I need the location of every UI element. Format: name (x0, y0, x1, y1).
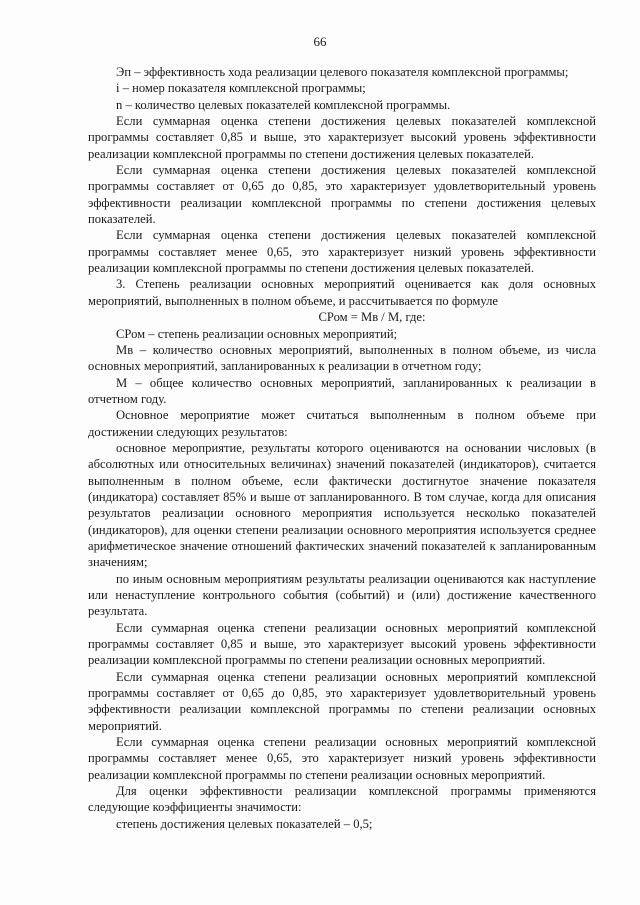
paragraph-numeric-results: основное мероприятие, результаты которого оцениваются на основании числовых (в абсолютных или относительных величинах) значений показателей (индикаторов), считается выполненным в полном объеме, если фактически достигнутое значение показателя (индикатора) составляет 85% и выше от запланированного. В том случае, когда для описания результатов реализации основного мероприятия используется несколько показателей (индикаторов), для оценки степени реализации основного мероприятия используется среднее арифметическое значение отношений фактических значений показателей к запланированным значениям; (88, 440, 596, 570)
paragraph-definition-m: М – общее количество основных мероприятий, запланированных к реализации в отчетном году. (88, 375, 596, 406)
paragraph-significance-coefficients: Для оценки эффективности реализации комплексной программы применяются следующие коэффициенты значимости: (88, 784, 596, 815)
paragraph-measures-degree: 3. Степень реализации основных мероприятий оценивается как доля основных мероприятий, выполненных в полном объеме, и рассчитывается по формуле (88, 277, 596, 308)
paragraph-high-level-targets: Если суммарная оценка степени достижения целевых показателей комплексной программы составляет 0,85 и выше, это характеризует высокий уровень эффективности реализации комплексной программы по степени достижения целевых показателей. (88, 114, 596, 161)
paragraph-definition-srom: СРом – степень реализации основных мероприятий; (116, 326, 398, 341)
paragraph-definition-ep: Эп – эффективность хода реализации целевого показателя комплексной программы; (116, 65, 569, 79)
paragraph-satisfactory-level-measures: Если суммарная оценка степени реализации основных мероприятий комплексной программы составляет от 0,65 до 0,85, это характеризует удовлетворительный уровень эффективности реализации комплексной программы по степени реализации основных мероприятий. (88, 669, 596, 733)
paragraph-low-level-measures: Если суммарная оценка степени реализации основных мероприятий комплексной программы составляет менее 0,65, это характеризует низкий уровень эффективности реализации комплексной программы по степени реализации основных мероприятий. (88, 735, 596, 782)
paragraph-high-level-measures: Если суммарная оценка степени реализации основных мероприятий комплексной программы составляет 0,85 и выше, это характеризует высокий уровень эффективности реализации комплексной программы по степени реализации основных мероприятий. (88, 620, 596, 668)
formula-srom: СРом = Мв / М, где: (318, 310, 426, 325)
paragraph-coefficient-targets: степень достижения целевых показателей – 0,5; (116, 816, 373, 831)
paragraph-low-level-targets: Если суммарная оценка степени достижения целевых показателей комплексной программы составляет менее 0,65, это характеризует низкий уровень эффективности реализации комплексной программы по степени достижения целевых показателей. (88, 228, 596, 276)
paragraph-definition-i: i – номер показателя комплексной программы; (116, 81, 366, 96)
paragraph-measure-completed: Основное мероприятие может считаться выполненным в полном объеме при достижении следующих результатов: (88, 408, 596, 439)
paragraph-satisfactory-level-targets: Если суммарная оценка степени достижения целевых показателей комплексной программы составляет от 0,65 до 0,85, это характеризует удовлетворительный уровень эффективности реализации комплексной программы по степени достижения целевых показателей. (88, 163, 596, 227)
page-number: 66 (313, 34, 327, 49)
paragraph-other-measures: по иным основным мероприятиям результаты реализации оцениваются как наступление или ненаступление контрольного события (событий) и (или) достижение качественного результата. (88, 571, 596, 619)
paragraph-definition-mv: Мв – количество основных мероприятий, выполненных в полном объеме, из числа основных мероприятий, запланированных к реализации в отчетном году; (88, 342, 596, 374)
paragraph-definition-n: n – количество целевых показателей комплексной программы. (116, 97, 451, 112)
document-body (88, 64, 596, 832)
